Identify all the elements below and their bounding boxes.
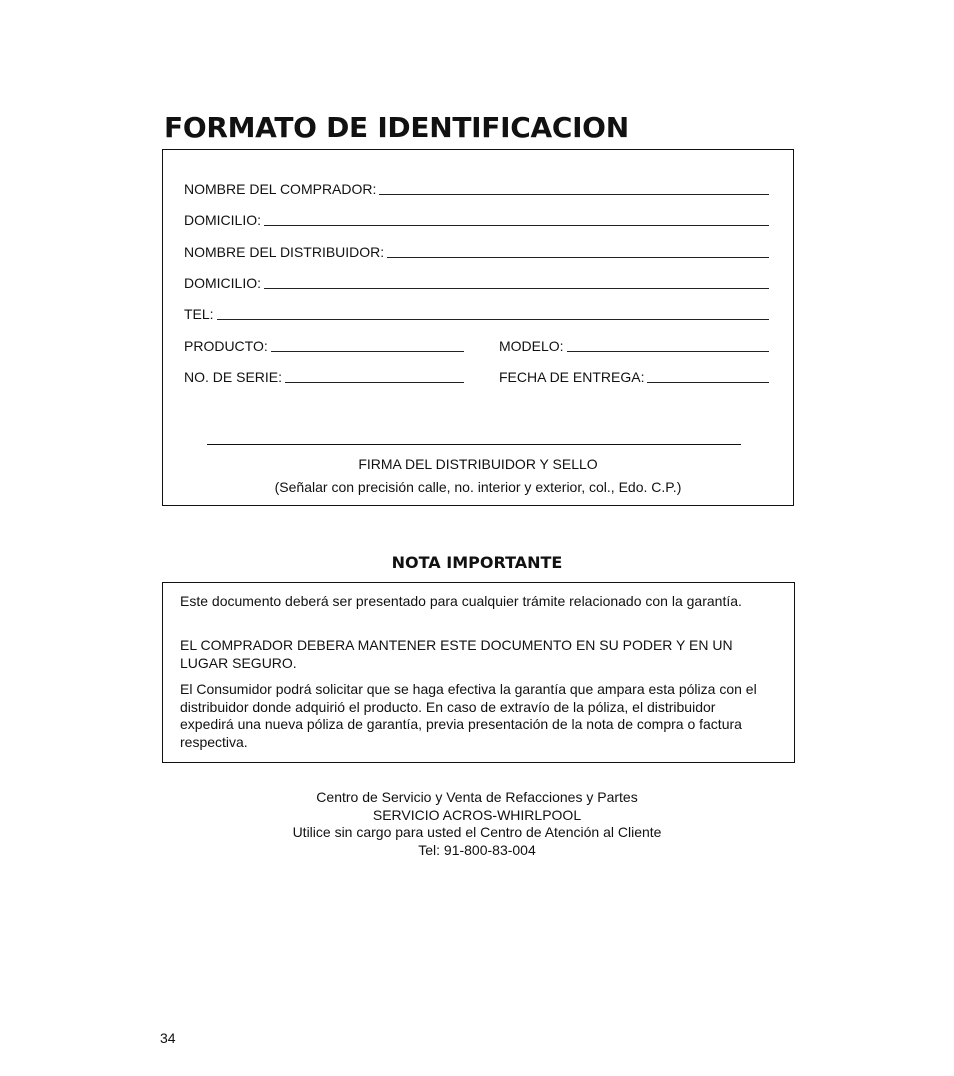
blank-line [217, 318, 769, 320]
field-label: NOMBRE DEL DISTRIBUIDOR: [184, 244, 385, 260]
signature-note: (Señalar con precisión calle, no. interior y exterior, col., Edo. C.P.) [274, 479, 682, 495]
service-center-info [0, 789, 954, 859]
signature-line [207, 444, 741, 445]
blank-line [647, 381, 769, 383]
field-serial-number[interactable] [184, 369, 464, 385]
footer-line: Utilice sin cargo para usted el Centro de Atención al Cliente [292, 824, 662, 840]
blank-line [264, 224, 769, 226]
field-phone[interactable] [184, 306, 769, 322]
field-delivery-date[interactable] [499, 369, 769, 385]
signature-label: FIRMA DEL DISTRIBUIDOR Y SELLO [358, 456, 598, 472]
field-label: NOMBRE DEL COMPRADOR: [184, 181, 377, 197]
field-label: MODELO: [499, 338, 564, 354]
field-buyer-address[interactable] [184, 212, 769, 228]
footer-phone: Tel: 91-800-83-004 [418, 841, 536, 858]
field-distributor-address[interactable] [184, 275, 769, 291]
field-label: FECHA DE ENTREGA: [499, 369, 645, 385]
blank-line [285, 381, 464, 383]
blank-line [379, 193, 769, 195]
identification-form [162, 149, 794, 506]
footer-line: Centro de Servicio y Venta de Refacciones y Partes [316, 789, 638, 805]
footer-line: SERVICIO ACROS-WHIRLPOOL [372, 806, 582, 823]
nota-paragraph: Este documento deberá ser presentado para cualquier trámite relacionado con la garantía. [180, 593, 742, 609]
blank-line [387, 256, 769, 258]
field-model[interactable] [499, 338, 769, 354]
nota-paragraph: El Consumidor podrá solicitar que se haga efectiva la garantía que ampara esta póliza con el distribuidor donde adquirió el producto. En caso de extravío de la póliza, el distribuidor expedirá una nueva póliza de garantía, previa presentación de la nota de compra o factura respectiva. [180, 681, 757, 750]
nota-box [162, 582, 795, 763]
field-label: DOMICILIO: [184, 212, 262, 228]
field-label: TEL: [184, 306, 214, 322]
field-product[interactable] [184, 338, 464, 354]
field-distributor-name[interactable] [184, 244, 769, 260]
blank-line [271, 350, 464, 352]
nota-title: NOTA IMPORTANTE [391, 553, 563, 572]
nota-paragraph: EL COMPRADOR DEBERA MANTENER ESTE DOCUMENTO EN SU PODER Y EN UN LUGAR SEGURO. [180, 637, 733, 671]
field-buyer-name[interactable] [184, 181, 769, 197]
field-label: NO. DE SERIE: [184, 369, 283, 385]
blank-line [567, 350, 769, 352]
blank-line [264, 287, 769, 289]
field-label: DOMICILIO: [184, 275, 262, 291]
page-number: 34 [160, 1030, 176, 1046]
page-title: FORMATO DE IDENTIFICACION [164, 111, 629, 144]
field-label: PRODUCTO: [184, 338, 268, 354]
